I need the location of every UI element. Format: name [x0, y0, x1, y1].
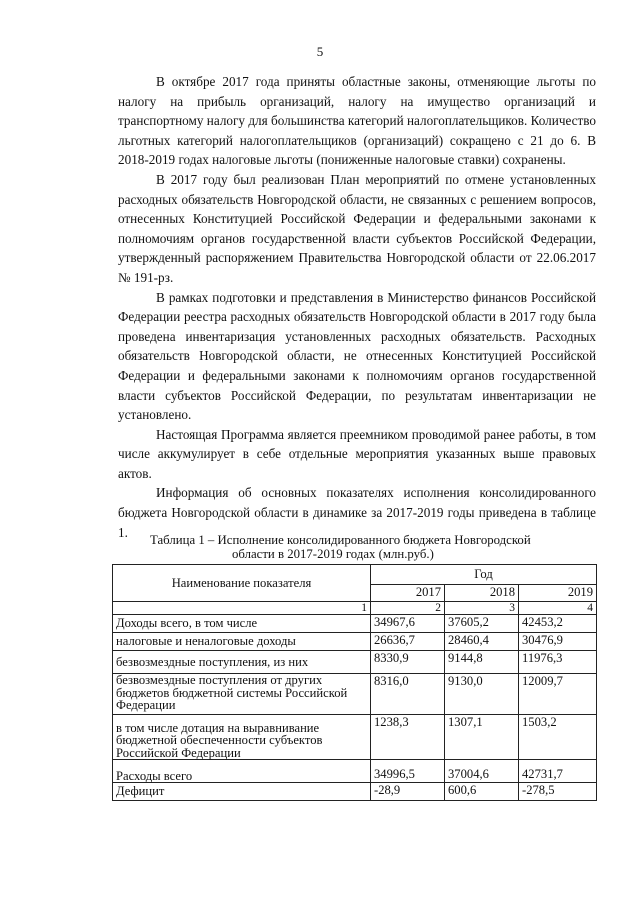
index-cell: 1 — [113, 602, 371, 615]
header-year-2018: 2018 — [445, 584, 519, 601]
table-row — [113, 651, 597, 674]
row-value: 9130,0 — [445, 674, 519, 715]
row-label: Расходы всего — [113, 760, 371, 783]
row-value: 30476,9 — [519, 633, 597, 651]
row-value: 26636,7 — [371, 633, 445, 651]
row-label: безвозмездные поступления от других бюджетов бюджетной системы Российской Федерации — [113, 674, 371, 715]
table-row — [113, 633, 597, 651]
index-row — [113, 602, 597, 615]
row-value: 1238,3 — [371, 715, 445, 760]
row-value: 28460,4 — [445, 633, 519, 651]
table-row — [113, 615, 597, 633]
header-year-2019: 2019 — [519, 584, 597, 601]
row-label: Доходы всего, в том числе — [113, 615, 371, 633]
index-cell: 2 — [371, 602, 445, 615]
row-value: -278,5 — [519, 783, 597, 801]
budget-table — [112, 564, 597, 801]
table-caption — [150, 533, 590, 561]
paragraph-program: Настоящая Программа является преемником проводимой ранее работы, в том числе аккумулирует в себе отдельные мероприятия указанных выше правовых актов. — [118, 426, 596, 481]
row-value: 9144,8 — [445, 651, 519, 674]
index-cell: 4 — [519, 602, 597, 615]
row-value: 11976,3 — [519, 651, 597, 674]
header-year: Год — [371, 565, 597, 585]
table-row — [113, 674, 597, 715]
header-indicator-name: Наименование показателя — [113, 565, 371, 602]
paragraph-table-intro: Информация об основных показателях исполнения консолидированного бюджета Новгородской области в динамике за 2017-2019 годы приведена в таблице 1. — [118, 485, 596, 540]
row-value: 600,6 — [445, 783, 519, 801]
row-value: 1307,1 — [445, 715, 519, 760]
row-value: 8330,9 — [371, 651, 445, 674]
row-label: Дефицит — [113, 783, 371, 801]
table-row — [113, 783, 597, 801]
row-label: в том числе дотация на выравнивание бюджетной обеспеченности субъектов Российской Федерации — [113, 715, 371, 760]
paragraph-plan: В 2017 году был реализован План мероприятий по отмене установленных расходных обязательств Новгородской области, не связанных с решением вопросов, отнесенных Конституцией Российской Федерации и федеральными законами к полномочиям органов государственной власти субъектов Российской Федерации, утвержденный распоряжением Правительства Новгородской области от 22.06.2017 № 191-рз. — [118, 171, 596, 285]
index-cell: 3 — [445, 602, 519, 615]
page-number: 5 — [316, 44, 324, 59]
table-row — [113, 715, 597, 760]
row-value: 42453,2 — [519, 615, 597, 633]
table-caption-title: Таблица 1 – Исполнение консолидированного бюджета Новгородской — [150, 533, 531, 547]
row-value: 34967,6 — [371, 615, 445, 633]
row-value: 37004,6 — [445, 760, 519, 783]
row-value: 37605,2 — [445, 615, 519, 633]
row-value: 12009,7 — [519, 674, 597, 715]
body-text — [118, 72, 596, 542]
paragraph-registry: В рамках подготовки и представления в Министерство финансов Российской Федерации реестра расходных обязательств Новгородской области в 2017 году была проведена инвентаризация установленных расходных обязательств. Расходных обязательств Новгородской области, не отнесенных Конституцией Российской Федерации и федеральными законами к полномочиям органов государственной власти субъектов Российской Федерации, по результатам инвентаризации не установлено. — [118, 289, 596, 423]
row-value: 1503,2 — [519, 715, 597, 760]
row-value: 34996,5 — [371, 760, 445, 783]
row-value: 8316,0 — [371, 674, 445, 715]
row-value: 42731,7 — [519, 760, 597, 783]
row-value: -28,9 — [371, 783, 445, 801]
row-label: безвозмездные поступления, из них — [113, 651, 371, 674]
paragraph-tax-laws: В октябре 2017 года приняты областные законы, отменяющие льготы по налогу на прибыль организаций, налогу на имущество организаций и транспортному налогу для большинства категорий налогоплательщиков. Количество льготных категорий налогоплательщиков (организаций) сокращено с 21 до 6. В 2018-2019 годах налоговые льготы (пониженные налоговые ставки) сохранены. — [118, 74, 596, 168]
row-label: налоговые и неналоговые доходы — [113, 633, 371, 651]
header-year-2017: 2017 — [371, 584, 445, 601]
table-row — [113, 760, 597, 783]
table-caption-subtitle: области в 2017-2019 годах (млн.руб.) — [232, 547, 434, 561]
